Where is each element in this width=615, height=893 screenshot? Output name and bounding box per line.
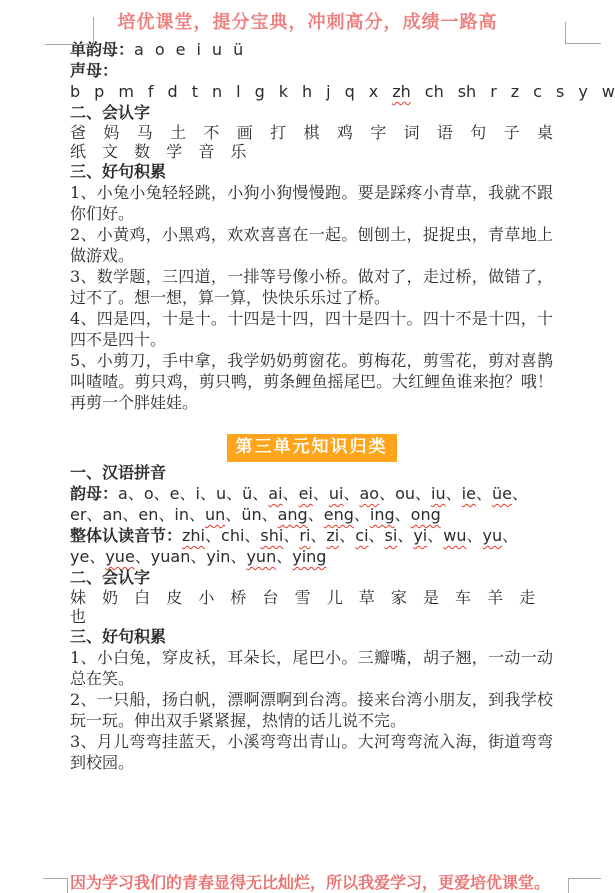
pinyin-token: ü [242, 484, 253, 503]
pinyin-token: ei [298, 484, 313, 503]
pinyin-token: ri [299, 526, 311, 545]
pinyin-token: an [102, 505, 123, 524]
pinyin-token: in [174, 505, 189, 524]
danyunmu-label: 单韵母： [70, 40, 135, 59]
shengmu-line [70, 60, 615, 102]
pinyin-token: x [368, 82, 379, 101]
pinyin-token: f [147, 82, 154, 101]
unit2-sentence-2: 2、小黄鸡，小黑鸡，欢欢喜喜在一起。刨刨土，捉捉虫，青草地上做游戏。 [70, 225, 553, 265]
pinyin-token: yu [482, 526, 503, 545]
pinyin-token: c [533, 82, 542, 101]
pinyin-token: en [138, 505, 159, 524]
pinyin-token: h [302, 82, 313, 101]
crop-mark-bottom-right-icon [568, 878, 601, 893]
unit2-renzi-characters: 爸 妈 马 土 不 画 打 棋 鸡 字 词 语 句 子 桌 纸 文 数 学 音 乐 [70, 123, 553, 161]
unit3-haoju-heading: 三、好句积累 [70, 627, 167, 646]
crop-mark-top-left-icon [45, 17, 94, 45]
pinyin-token: a [134, 40, 144, 59]
pinyin-token: ü [233, 40, 244, 59]
footer-slogan: 因为学习我们的青春显得无比灿烂，所以我爱学习，更爱培优课堂。 [70, 873, 551, 892]
pinyin-token: si [384, 526, 398, 545]
pinyin-token: z [510, 82, 520, 101]
shengmu-label: 声母： [70, 61, 119, 80]
zhengti-line [70, 525, 553, 567]
unit3-title-highlight: 第三单元知识归类 [227, 434, 397, 462]
pinyin-token: o [154, 40, 165, 59]
shengmu-list [70, 82, 615, 101]
unit3-title-row [70, 434, 553, 462]
unit3-renzi-characters: 妹 奶 白 皮 小 桥 台 雪 儿 草 家 是 车 羊 走 也 [70, 588, 536, 626]
unit2-renzi-heading: 二、会认字 [70, 103, 151, 122]
pinyin-token: n [211, 82, 223, 101]
pinyin-token: l [236, 82, 241, 101]
pinyin-token: chi [221, 526, 245, 545]
pinyin-token: s [555, 82, 565, 101]
unit2-haoju-heading: 三、好句积累 [70, 162, 167, 181]
pinyin-token: yue [105, 547, 135, 566]
pinyin-token: zhi [182, 526, 205, 545]
pinyin-token: o [143, 484, 154, 503]
pinyin-token: d [167, 82, 178, 101]
pinyin-token: u [211, 40, 223, 59]
yunmu-line [70, 483, 553, 525]
pinyin-token: yun [246, 547, 277, 566]
pinyin-token: ing [369, 505, 395, 524]
pinyin-token: üe [491, 484, 512, 503]
pinyin-token: i [195, 484, 200, 503]
pinyin-token: e [169, 484, 180, 503]
pinyin-token: a [118, 484, 128, 503]
pinyin-token: ou [395, 484, 416, 503]
unit3-sentence-3: 3、月儿弯弯挂蓝天，小溪弯弯出青山。大河弯弯流入海，街道弯弯到校园。 [70, 732, 553, 772]
pinyin-token: zi [326, 526, 340, 545]
pinyin-token: t [191, 82, 198, 101]
yunmu-label: 韵母： [70, 484, 119, 503]
pinyin-token: ai [268, 484, 283, 503]
unit3-pinyin-heading: 一、汉语拼音 [70, 463, 167, 482]
pinyin-token: y [578, 82, 588, 101]
pinyin-token: zh [392, 82, 411, 101]
pinyin-token: ün [241, 505, 262, 524]
unit2-sentence-3: 3、数学题，三四道，一排等号像小桥。做对了，走过桥，做错了，过不了。想一想，算一算，快快乐乐过了桥。 [70, 267, 553, 307]
pinyin-token: q [344, 82, 355, 101]
pinyin-token: shi [260, 526, 284, 545]
pinyin-token: sh [457, 82, 477, 101]
pinyin-token: p [94, 82, 105, 101]
pinyin-token: g [254, 82, 265, 101]
unit2-sentence-5: 5、小剪刀，手中拿，我学奶奶剪窗花。剪梅花，剪雪花，剪对喜鹊叫喳喳。剪只鸡，剪只鸭，剪条鲤鱼摇尾巴。大红鲤鱼谁来抱？哦！再剪一个胖娃娃。 [70, 351, 553, 412]
pinyin-token: w [601, 82, 615, 101]
unit3-renzi-heading: 二、会认字 [70, 568, 151, 587]
pinyin-token: b [70, 82, 81, 101]
pinyin-token: er [70, 505, 87, 524]
pinyin-token: ang [277, 505, 308, 524]
pinyin-token: e [175, 40, 186, 59]
pinyin-token: ch [424, 82, 444, 101]
crop-mark-bottom-left-icon [43, 878, 68, 893]
pinyin-token: r [490, 82, 497, 101]
pinyin-token: ci [355, 526, 369, 545]
unit2-sentence-4: 4、四是四，十是十。十四是十四，四十是四十。四十不是十四，十四不是四十。 [70, 309, 553, 349]
pinyin-token: ye [70, 547, 90, 566]
zhengti-label: 整体认读音节： [70, 526, 183, 545]
unit3-sentence-2: 2、一只船，扬白帆，漂啊漂啊到台湾。接来台湾小朋友，到我学校玩一玩。伸出双手紧紧握，热情的话儿说不完。 [70, 690, 553, 730]
pinyin-token: un [205, 505, 226, 524]
crop-mark-top-right-icon [565, 22, 601, 44]
unit3-sentence-1: 1、小白兔，穿皮袄，耳朵长，尾巴小。三瓣嘴，胡子翘，一动一动总在笑。 [70, 648, 553, 688]
pinyin-token: i [196, 40, 201, 59]
pinyin-token: ong [410, 505, 441, 524]
danyunmu-list [134, 40, 254, 59]
yunmu-list: a、o、e、i、u、ü、ai、ei、ui、ao、ou、iu、ie、üe、er、an、en、in、un、ün、ang、eng、ing、ong [70, 484, 528, 524]
pinyin-token: j [326, 82, 331, 101]
zhengti-list: zhi、chi、shi、ri、zi、ci、si、yi、wu、yu、ye、yue、yuan、yin、yun、ying [70, 526, 519, 566]
unit2-sentence-1: 1、小兔小兔轻轻跳，小狗小狗慢慢跑。要是踩疼小青草，我就不跟你们好。 [70, 183, 553, 223]
danyunmu-line [70, 39, 553, 60]
header-slogan: 培优课堂，提分宝典，冲刺高分，成绩一路高 [117, 12, 498, 33]
pinyin-token: yuan [150, 547, 191, 566]
pinyin-token: ao [359, 484, 380, 503]
pinyin-token: m [118, 82, 134, 101]
pinyin-token: ui [328, 484, 344, 503]
pinyin-token: yin [206, 547, 231, 566]
pinyin-token: ie [461, 484, 476, 503]
pinyin-token: iu [431, 484, 446, 503]
pinyin-token: eng [323, 505, 354, 524]
pinyin-token: ying [292, 547, 327, 566]
pinyin-token: k [278, 82, 288, 101]
pinyin-token: wu [443, 526, 467, 545]
document-body [0, 33, 615, 773]
pinyin-token: u [215, 484, 227, 503]
pinyin-token: yi [413, 526, 428, 545]
